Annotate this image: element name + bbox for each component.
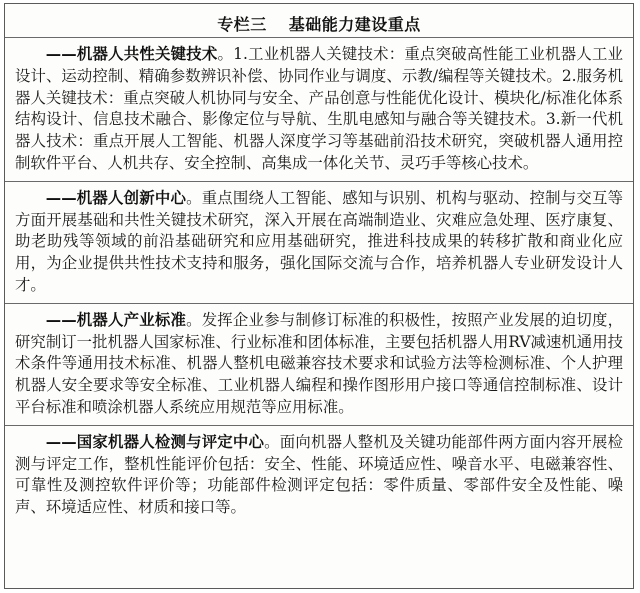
section-body: 。面向机器人整机及关键功能部件两方面内容开展检测与评定工作，整机性能评价包括：安全、性能、环境适应性、噪音水平、电磁兼容性、可靠性及测控软件评价等；功能部件检测评定包括：零件质量、零部件安全及性能、噪声、环境适应性、材质和接口等。 [15,432,623,517]
section-paragraph [15,432,623,519]
column-box [4,3,634,589]
column-number: 专栏三 [217,15,267,34]
column-title [5,13,633,37]
section-heading: ——机器人产业标准 [45,310,187,329]
section-paragraph [15,310,623,419]
column-heading: 基础能力建设重点 [288,15,421,34]
section-core-tech [5,38,633,181]
section-body: 。发挥企业参与制修订标准的积极性，按照产业发展的迫切度，研究制订一批机器人国家标准、行业标准和团体标准，主要包括机器人用RV减速机通用技术条件等通用技术标准、机器人整机电磁兼容技术要求和试验方法等检测标准、个人护理机器人安全要求等安全标准、工业机器人编程和操作图形用户接口等通信控制标准、设计平台标准和喷涂机器人系统应用规范等应用标准。 [15,310,623,416]
section-paragraph [15,188,623,297]
section-body: 。重点围绕人工智能、感知与识别、机构与驱动、控制与交互等方面开展基础和共性关键技术研究，深入开展在高端制造业、灾难应急处理、医疗康复、助老助残等领域的前沿基础研究和应用基础研究，推进科技成果的转移扩散和商业化应用，为企业提供共性技术支持和服务，强化国际交流与合作，培养机器人专业研发设计人才。 [15,188,623,294]
section-testing-center [5,426,633,525]
section-heading: ——机器人创新中心 [45,188,187,207]
section-innovation-center [5,182,633,303]
section-heading: ——国家机器人检测与评定中心 [45,432,265,451]
section-industry-standards [5,304,633,425]
section-paragraph [15,44,623,175]
section-body: 。1.工业机器人关键技术：重点突破高性能工业机器人工业设计、运动控制、精确参数辨识补偿、协同作业与调度、示教/编程等关键技术。2.服务机器人关键技术：重点突破人机协同与安全、产品创意与性能优化设计、模块化/标准化体系结构设计、信息技术融合、影像定位与导航、生肌电感知与融合等关键技术。3.新一代机器人技术：重点开展人工智能、机器人深度学习等基础前沿技术研究，突破机器人通用控制软件平台、人机共存、安全控制、高集成一体化关节、灵巧手等核心技术。 [15,45,623,172]
section-heading: ——机器人共性关键技术 [45,45,218,63]
